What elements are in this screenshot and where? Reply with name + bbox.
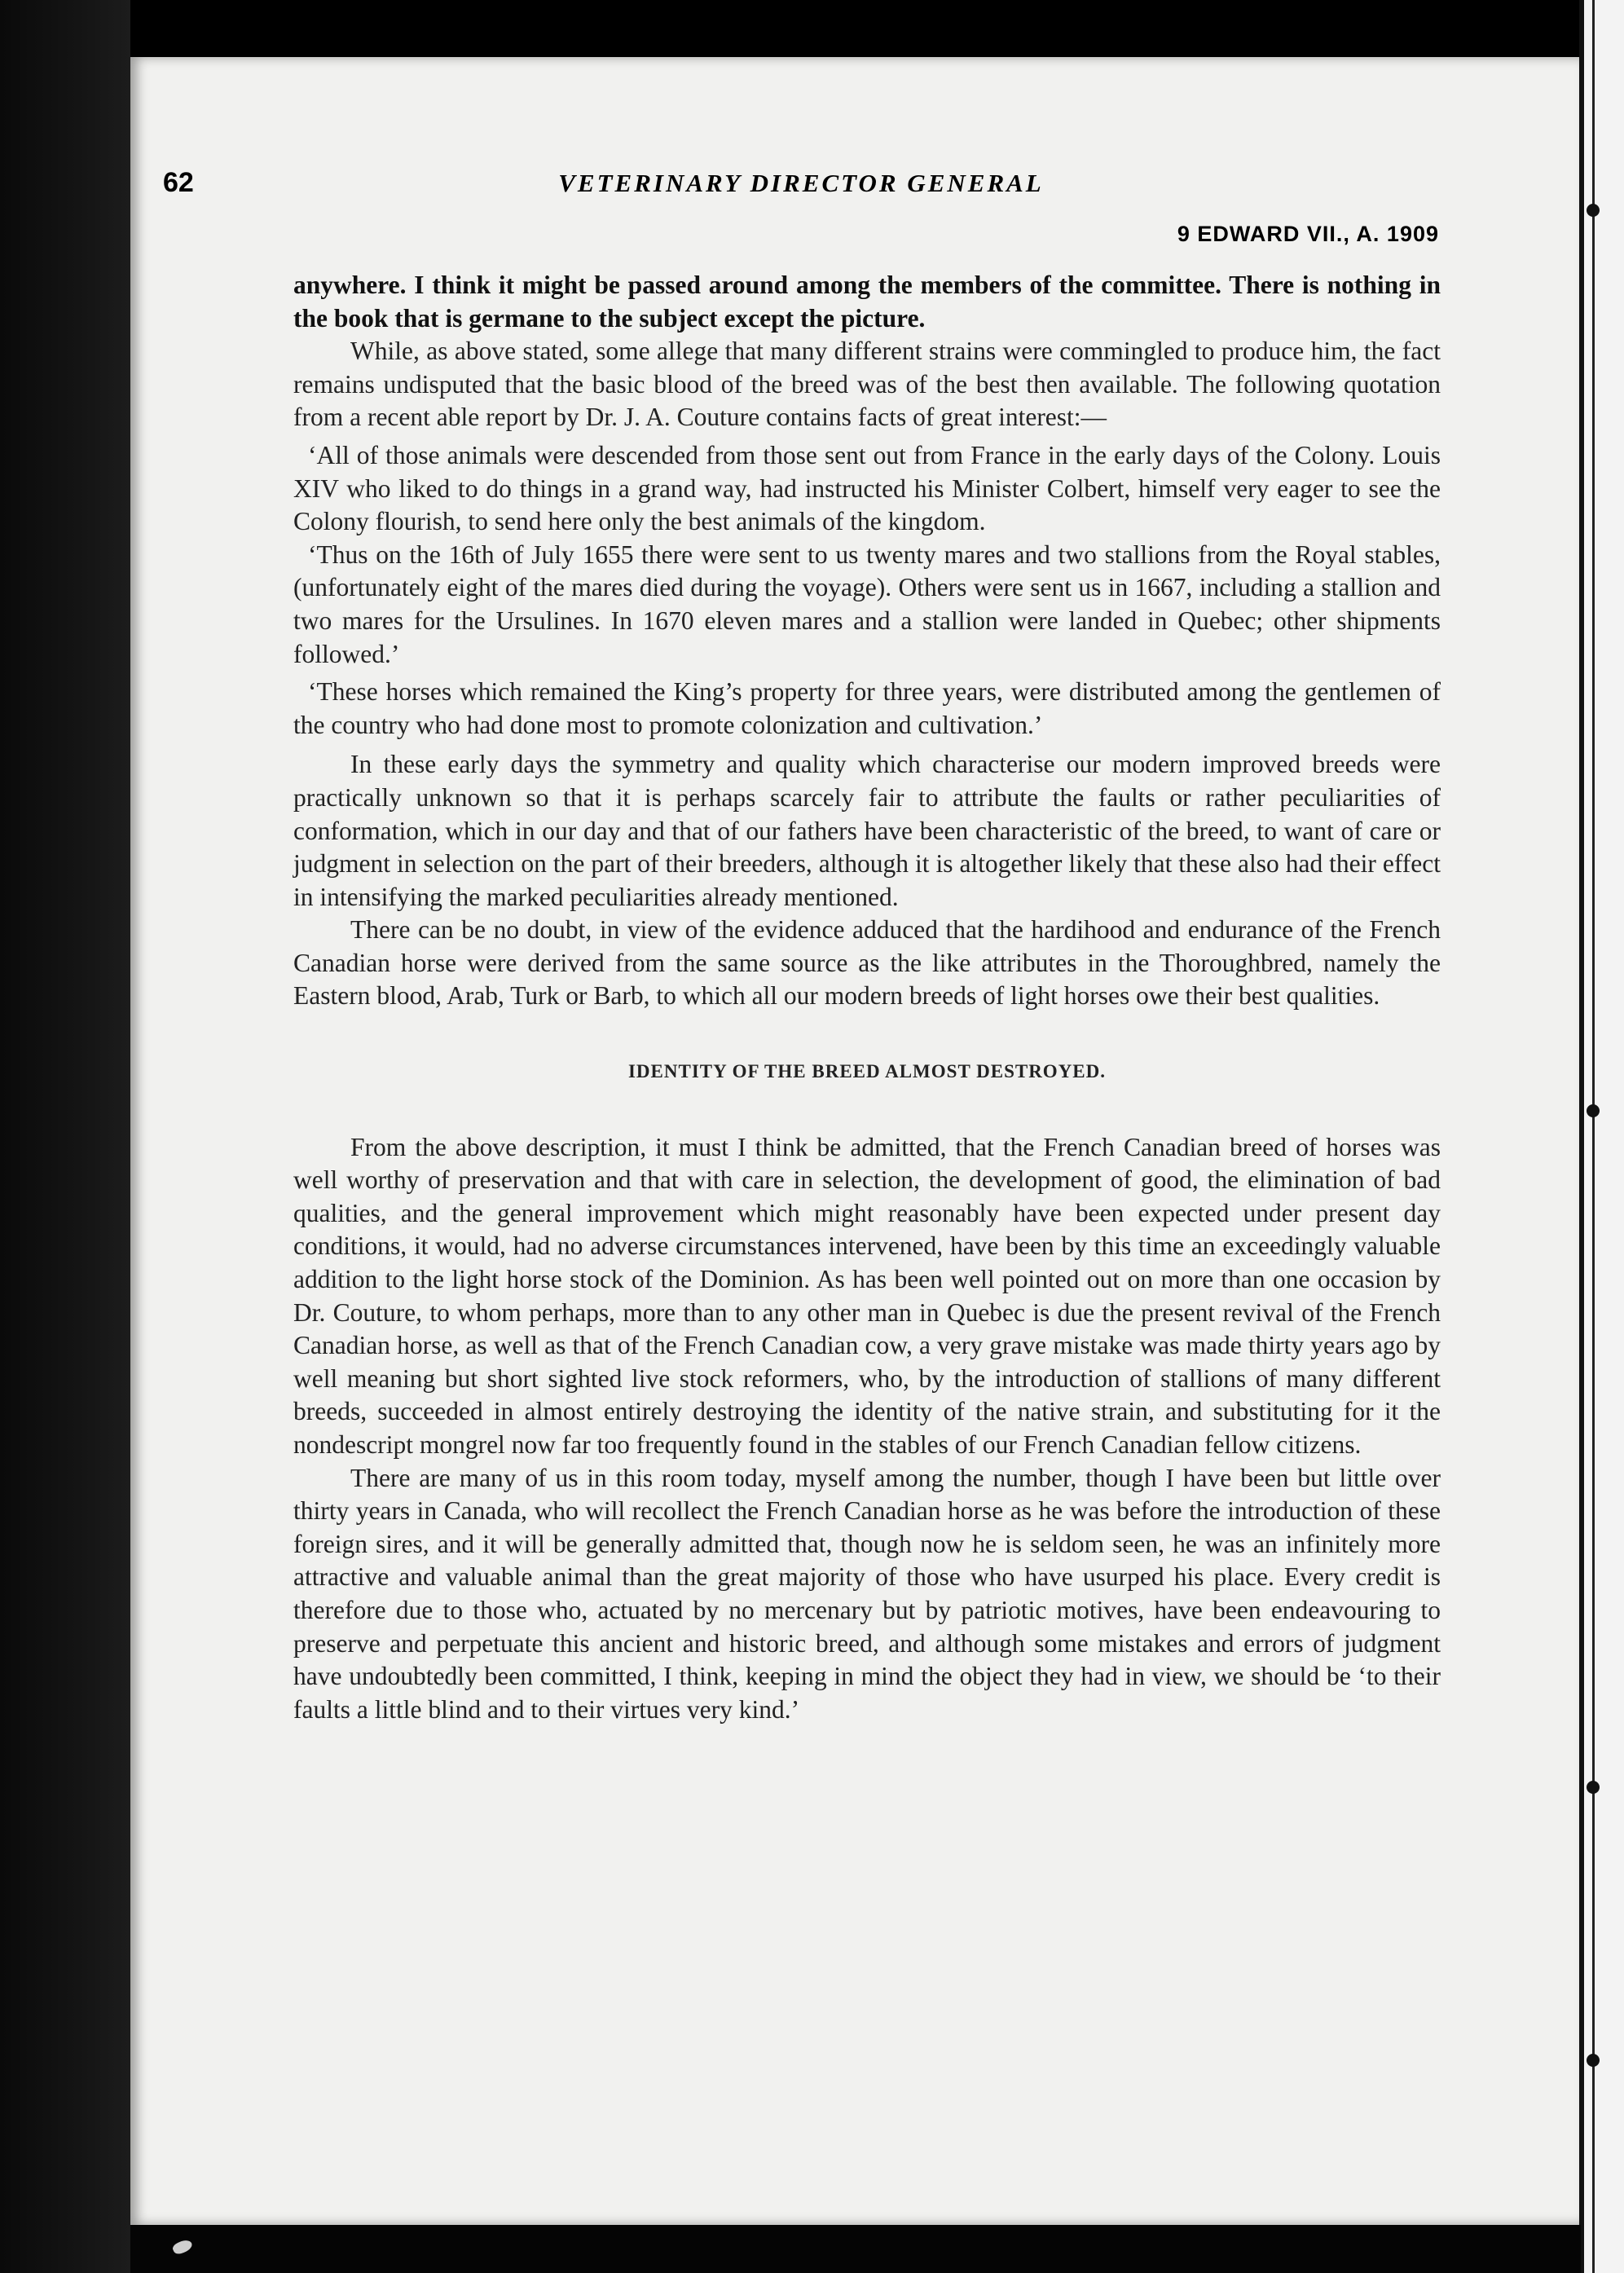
- scan-mark: [1587, 2054, 1600, 2067]
- scan-mark: [1587, 204, 1600, 217]
- section-heading: IDENTITY OF THE BREED ALMOST DESTROYED.: [627, 1061, 1107, 1082]
- running-head: VETERINARY DIRECTOR GENERAL: [558, 169, 1044, 197]
- paragraph: From the above description, it must I think be admitted, that the French Canadian breed of horses was well worthy of preservation and that with care in selection, the development of good, the elimination of bad qualities, and the general improvement which might reasonably have been expected under present day conditions, it would, had no adverse circumstances intervened, have been by this time an exceedingly valuable addition to the light horse stock of the Dominion. As has been well pointed out on more than one occasion by Dr. Couture, to whom perhaps, more than to any other man in Quebec is due the present revival of the French Canadian horse, as well as that of the French Canadian cow, a very grave mistake was made thirty years ago by well meaning but short sighted live stock reformers, who, by the introduction of stallions of many different breeds, succeeded in almost entirely destroying the identity of the native strain, and substituting for it the nondescript mongrel now far too frequently found in the stables of our French Canadian fellow citizens.: [293, 1132, 1441, 1459]
- scan-bottom-edge: [130, 2225, 1581, 2273]
- page-number: 62: [163, 167, 194, 198]
- paragraph: anywhere. I think it might be passed around among the members of the committee. There is nothing in the book that is germane to the subject except the picture.: [293, 271, 1441, 333]
- scan-mark: [1587, 1104, 1600, 1117]
- paragraph: There can be no doubt, in view of the evidence adduced that the hardihood and endurance of the French Canadian horse were derived from the same source as the like attributes in the Thoroughbred, namely the Eastern blood, Arab, Turk or Barb, to which all our modern breeds of light horses owe their best qualities.: [293, 915, 1441, 1011]
- binding-rule: [1592, 0, 1595, 2273]
- page-header: [163, 167, 1439, 208]
- page-body: [293, 269, 1441, 1726]
- quotation-paragraph: ‘Thus on the 16th of July 1655 there were sent to us twenty mares and two stallions from the Royal stables, (unfortunately eight of the mares died during the voyage). Others were sent us in 1667, including a stallion and two mares for the Ursulines. In 1670 eleven mares and a stallion were landed in Quebec; other shipments followed.’: [293, 540, 1441, 668]
- paragraph: While, as above stated, some allege that many different strains were commingled to produce him, the fact remains undisputed that the basic blood of the breed was of the best then available. The following quotation from a recent able report by Dr. J. A. Couture contains facts of great interest:—: [293, 337, 1441, 432]
- quotation-paragraph: ‘All of those animals were descended from those sent out from France in the early days of the Colony. Louis XIV who liked to do things in a grand way, had instructed his Minister Colbert, himself very eager to see the Colony flourish, to send here only the best animals of the kingdom.: [293, 440, 1441, 536]
- paragraph: There are many of us in this room today, myself among the number, though I have been but little over thirty years in Canada, who will recollect the French Canadian horse as he was before the introduction of these foreign sires, and it will be generally admitted that, though now he is seldom seen, he was an infinitely more attractive and valuable animal than the great majority of those who have usurped his place. Every credit is therefore due to those who, actuated by no mercenary but by patriotic motives, have been endeavouring to preserve and perpetuate this ancient and historic breed, and although some mistakes and errors of judgment have undoubtedly been committed, I think, keeping in mind the object they had in view, we should be ‘to their faults a little blind and to their virtues very kind.’: [293, 1463, 1441, 1724]
- scan-right-margin: [1579, 0, 1624, 2273]
- scan-mark: [1587, 1781, 1600, 1794]
- quotation-paragraph: ‘These horses which remained the King’s property for three years, were distributed among the gentlemen of the country who had done most to promote colonization and cultivation.’: [293, 677, 1441, 739]
- scan-left-edge: [0, 0, 130, 2273]
- paragraph: In these early days the symmetry and quality which characterise our modern improved breeds were practically unknown so that it is perhaps scarcely fair to attribute the faults or rather peculiarities of conformation, which in our day and that of our fathers have been characteristic of the breed, to want of care or judgment in selection on the part of their breeders, although it is altogether likely that these also had their effect in intensifying the marked peculiarities already mentioned.: [293, 750, 1441, 911]
- edition-line: 9 EDWARD VII., A. 1909: [1177, 222, 1439, 246]
